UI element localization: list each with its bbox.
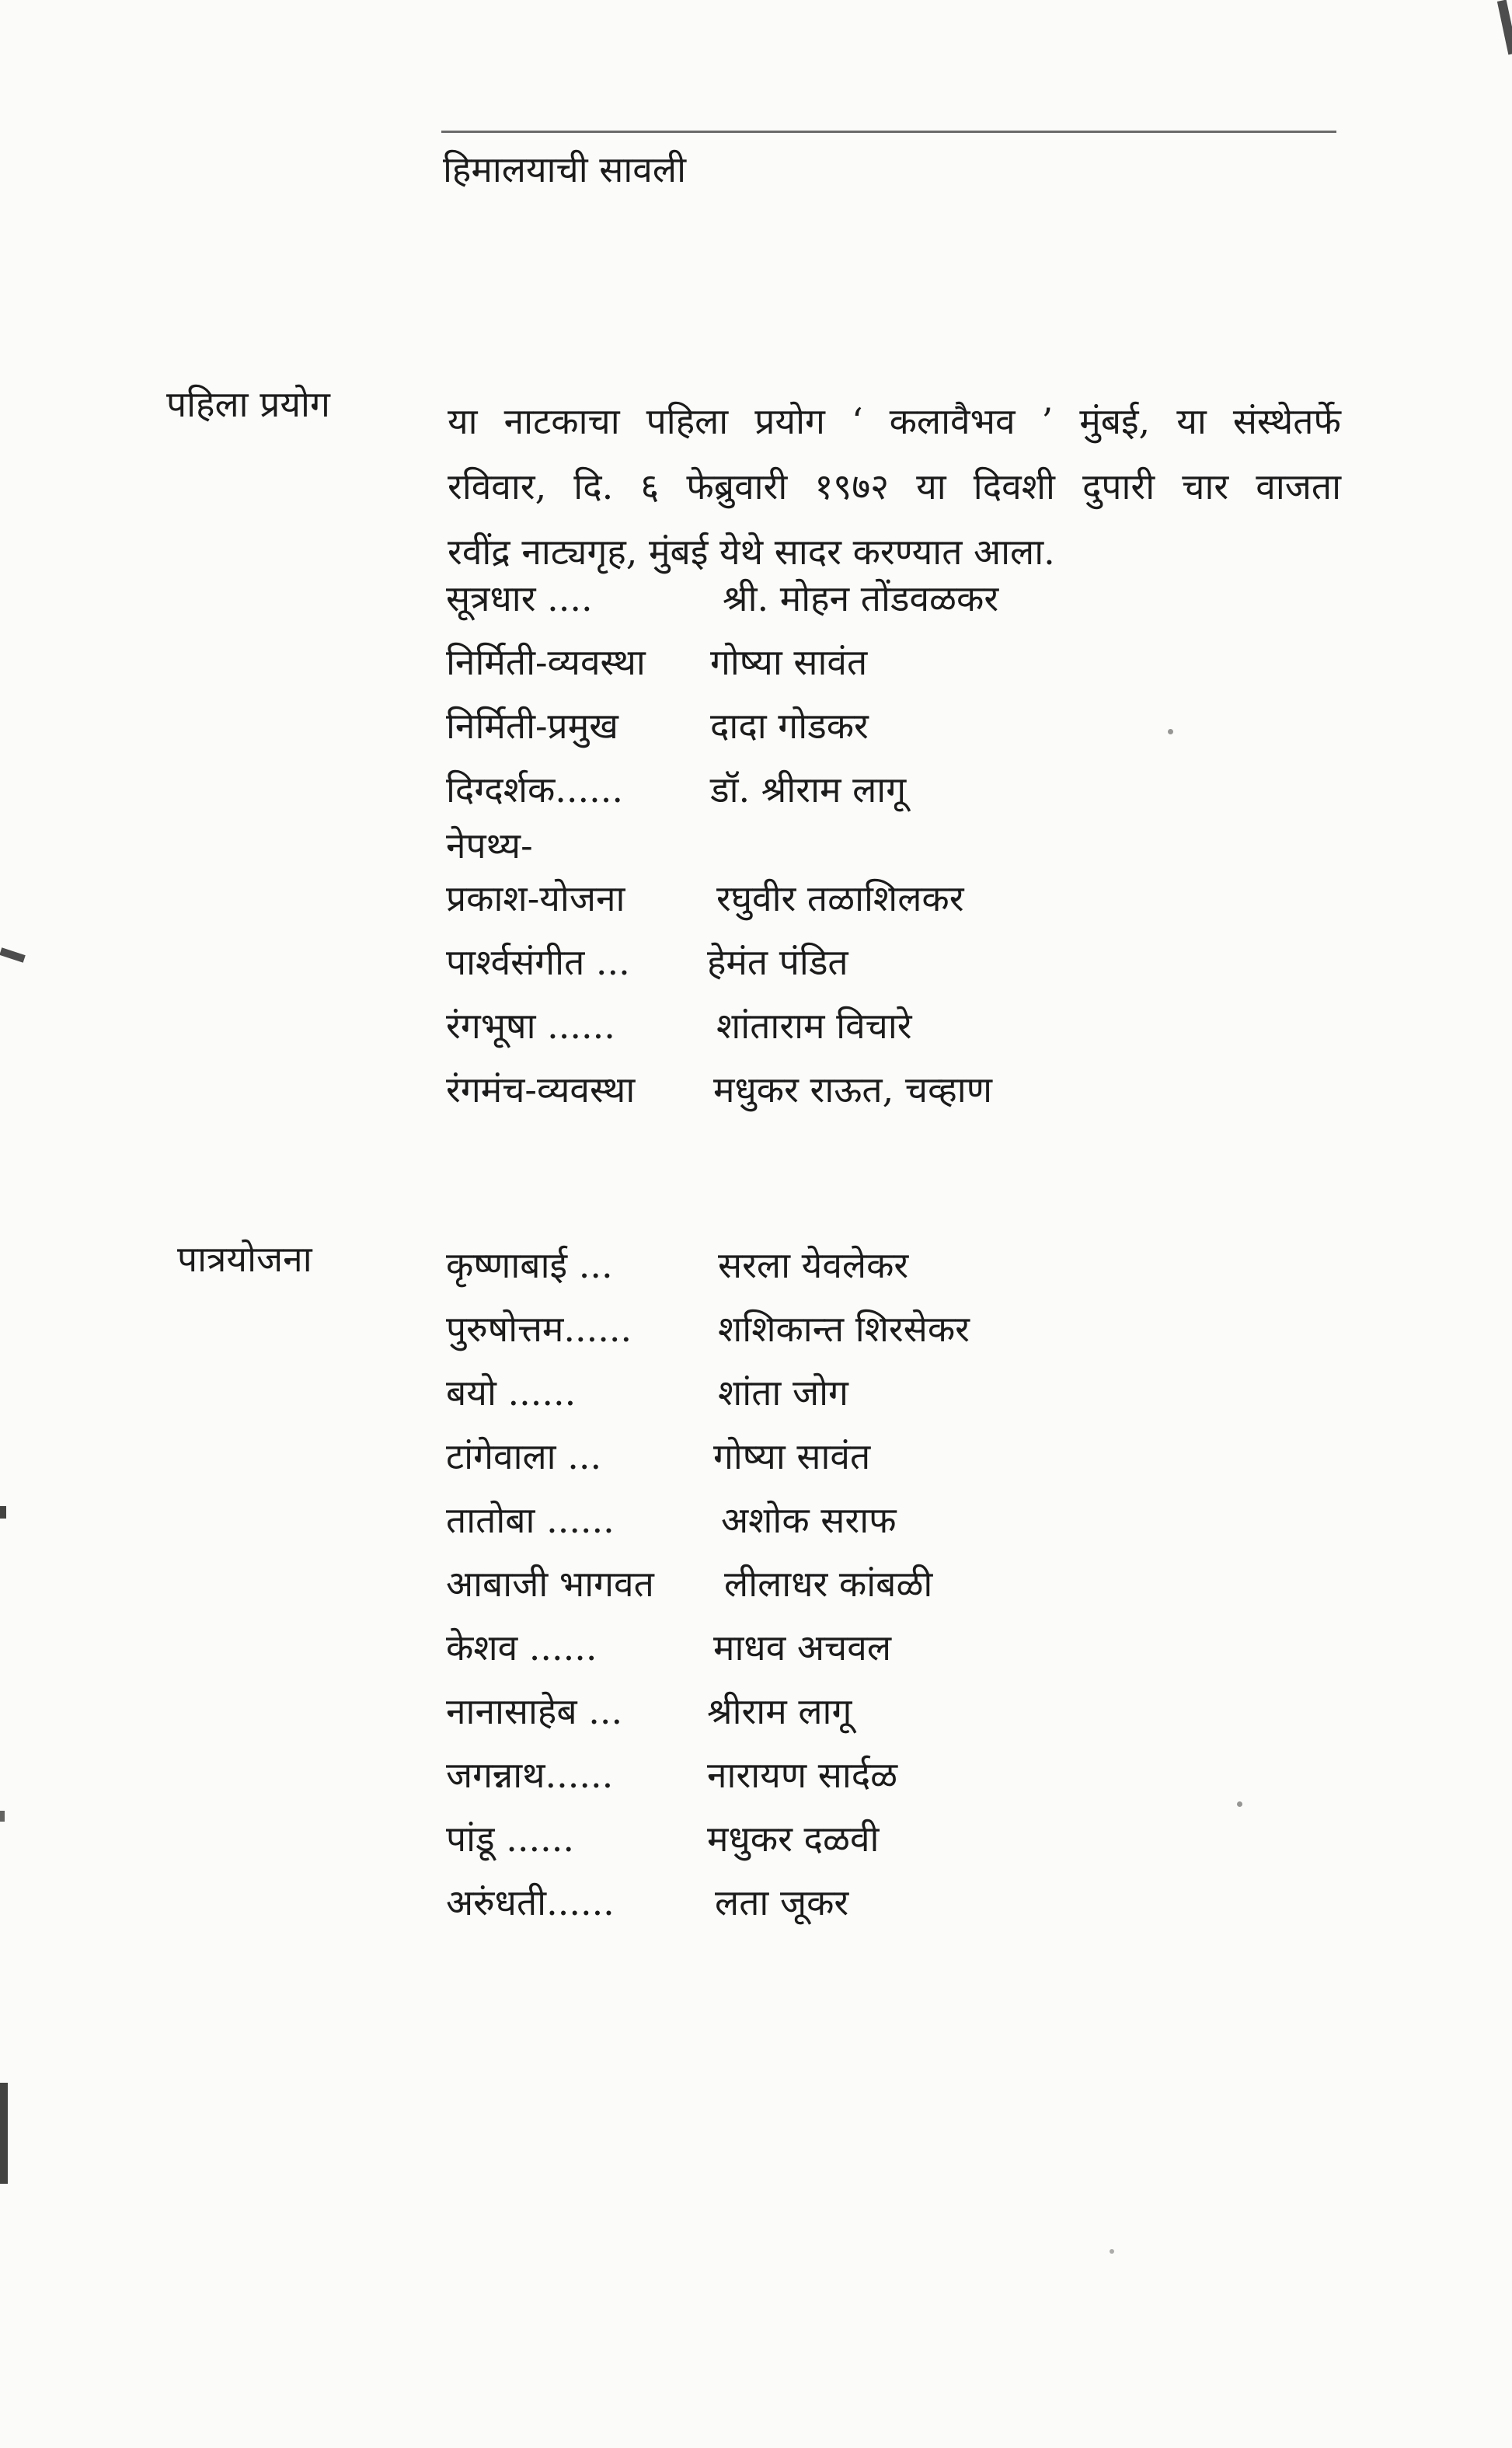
first-performance-intro: [448, 389, 1341, 584]
cast-role: पुरुषोत्तम......: [446, 1308, 632, 1350]
cast-actor: शांता जोग: [718, 1372, 848, 1414]
credits-list: [446, 575, 1340, 1130]
cast-role: पांडू ......: [446, 1818, 575, 1860]
cast-actor: श्रीराम लागू: [707, 1690, 852, 1732]
scan-speck: [1168, 729, 1173, 734]
cast-row: [446, 1815, 1340, 1879]
credit-row: [446, 939, 1340, 1003]
cast-actor: सरला येवलेकर: [718, 1244, 909, 1286]
credit-role: सूत्रधार ....: [446, 577, 593, 619]
credit-row: [446, 639, 1340, 703]
cast-role: केशव ......: [446, 1627, 597, 1669]
scan-edge-mark: [1497, 0, 1512, 54]
cast-actor: मधुकर दळवी: [707, 1818, 880, 1860]
cast-role: नानासाहेब ...: [446, 1690, 623, 1732]
cast-row: [446, 1879, 1340, 1943]
cast-role: टांगेवाला ...: [446, 1435, 602, 1477]
intro-line: रवींद्र नाट्यगृह, मुंबई येथे सादर करण्यात आला.: [448, 531, 1055, 573]
credit-name: डॉ. श्रीराम लागू: [710, 769, 907, 811]
scan-edge-mark: [0, 1506, 6, 1519]
cast-actor: नारायण सार्दळ: [707, 1754, 898, 1796]
cast-row: [446, 1433, 1340, 1497]
first-performance-heading: पहिला प्रयोग: [166, 383, 330, 425]
cast-actor: गोष्या सावंत: [713, 1435, 871, 1477]
cast-row: [446, 1624, 1340, 1688]
credit-row: [446, 1066, 1340, 1130]
cast-role: आबाजी भागवत: [446, 1563, 654, 1605]
scan-speck: [1110, 2249, 1114, 2254]
cast-list: [446, 1242, 1340, 1943]
credit-name: शांताराम विचारे: [716, 1005, 912, 1047]
cast-actor: अशोक सराफ: [721, 1499, 897, 1541]
cast-row: [446, 1688, 1340, 1752]
cast-row: [446, 1369, 1340, 1433]
cast-role: कृष्णाबाई ...: [446, 1244, 613, 1286]
credit-role: निर्मिती-व्यवस्था: [446, 641, 646, 683]
credit-role: प्रकाश-योजना: [446, 877, 625, 919]
credit-name: मधुकर राऊत, चव्हाण: [713, 1069, 992, 1111]
credit-name: गोष्या सावंत: [710, 641, 868, 683]
scan-edge-mark: [0, 947, 26, 962]
cast-role: अरुंधती......: [446, 1881, 615, 1923]
credit-role: निर्मिती-प्रमुख: [446, 705, 618, 747]
cast-role: बयो ......: [446, 1372, 577, 1414]
intro-line: या नाटकाचा पहिला प्रयोग ‘ कलावैभव ’ मुंबई, या संस्थेतर्फे: [448, 400, 1341, 442]
credit-role: दिग्दर्शक......: [446, 769, 624, 811]
intro-line: रविवार, दि. ६ फेब्रुवारी १९७२ या दिवशी दुपारी चार वाजता: [448, 466, 1341, 507]
cast-actor: लीलाधर कांबळी: [724, 1563, 933, 1605]
scan-edge-mark: [0, 2083, 8, 2184]
scan-edge-mark: [0, 1811, 5, 1822]
cast-row: [446, 1561, 1340, 1624]
credit-name: रघुवीर तळाशिलकर: [716, 877, 964, 919]
cast-role: तातोबा ......: [446, 1499, 615, 1541]
cast-row: [446, 1306, 1340, 1369]
credit-row: [446, 825, 1340, 875]
cast-actor: माधव अचवल: [713, 1627, 892, 1669]
credit-role: रंगभूषा ......: [446, 1005, 615, 1047]
header-rule: [441, 131, 1336, 133]
cast-role: जगन्नाथ......: [446, 1754, 614, 1796]
cast-actor: शशिकान्त शिरसेकर: [718, 1308, 970, 1350]
credit-name: श्री. मोहन तोंडवळकर: [723, 577, 999, 619]
cast-row: [446, 1752, 1340, 1815]
cast-heading: पात्रयोजना: [177, 1238, 312, 1280]
credit-row: [446, 575, 1340, 639]
credit-name: हेमंत पंडित: [707, 941, 848, 983]
credit-role: नेपथ्य-: [446, 825, 533, 867]
cast-actor: लता जूकर: [715, 1881, 849, 1923]
scan-speck: [1237, 1801, 1242, 1807]
cast-row: [446, 1497, 1340, 1561]
credit-name: दादा गोडकर: [710, 705, 869, 747]
credit-row: [446, 1003, 1340, 1066]
credit-row: [446, 703, 1340, 766]
credit-row: [446, 875, 1340, 939]
credit-role: पार्श्वसंगीत ...: [446, 941, 630, 983]
cast-row: [446, 1242, 1340, 1306]
credit-role: रंगमंच-व्यवस्था: [446, 1069, 636, 1111]
running-head: हिमालयाची सावली: [443, 148, 686, 190]
credit-row: [446, 766, 1340, 830]
